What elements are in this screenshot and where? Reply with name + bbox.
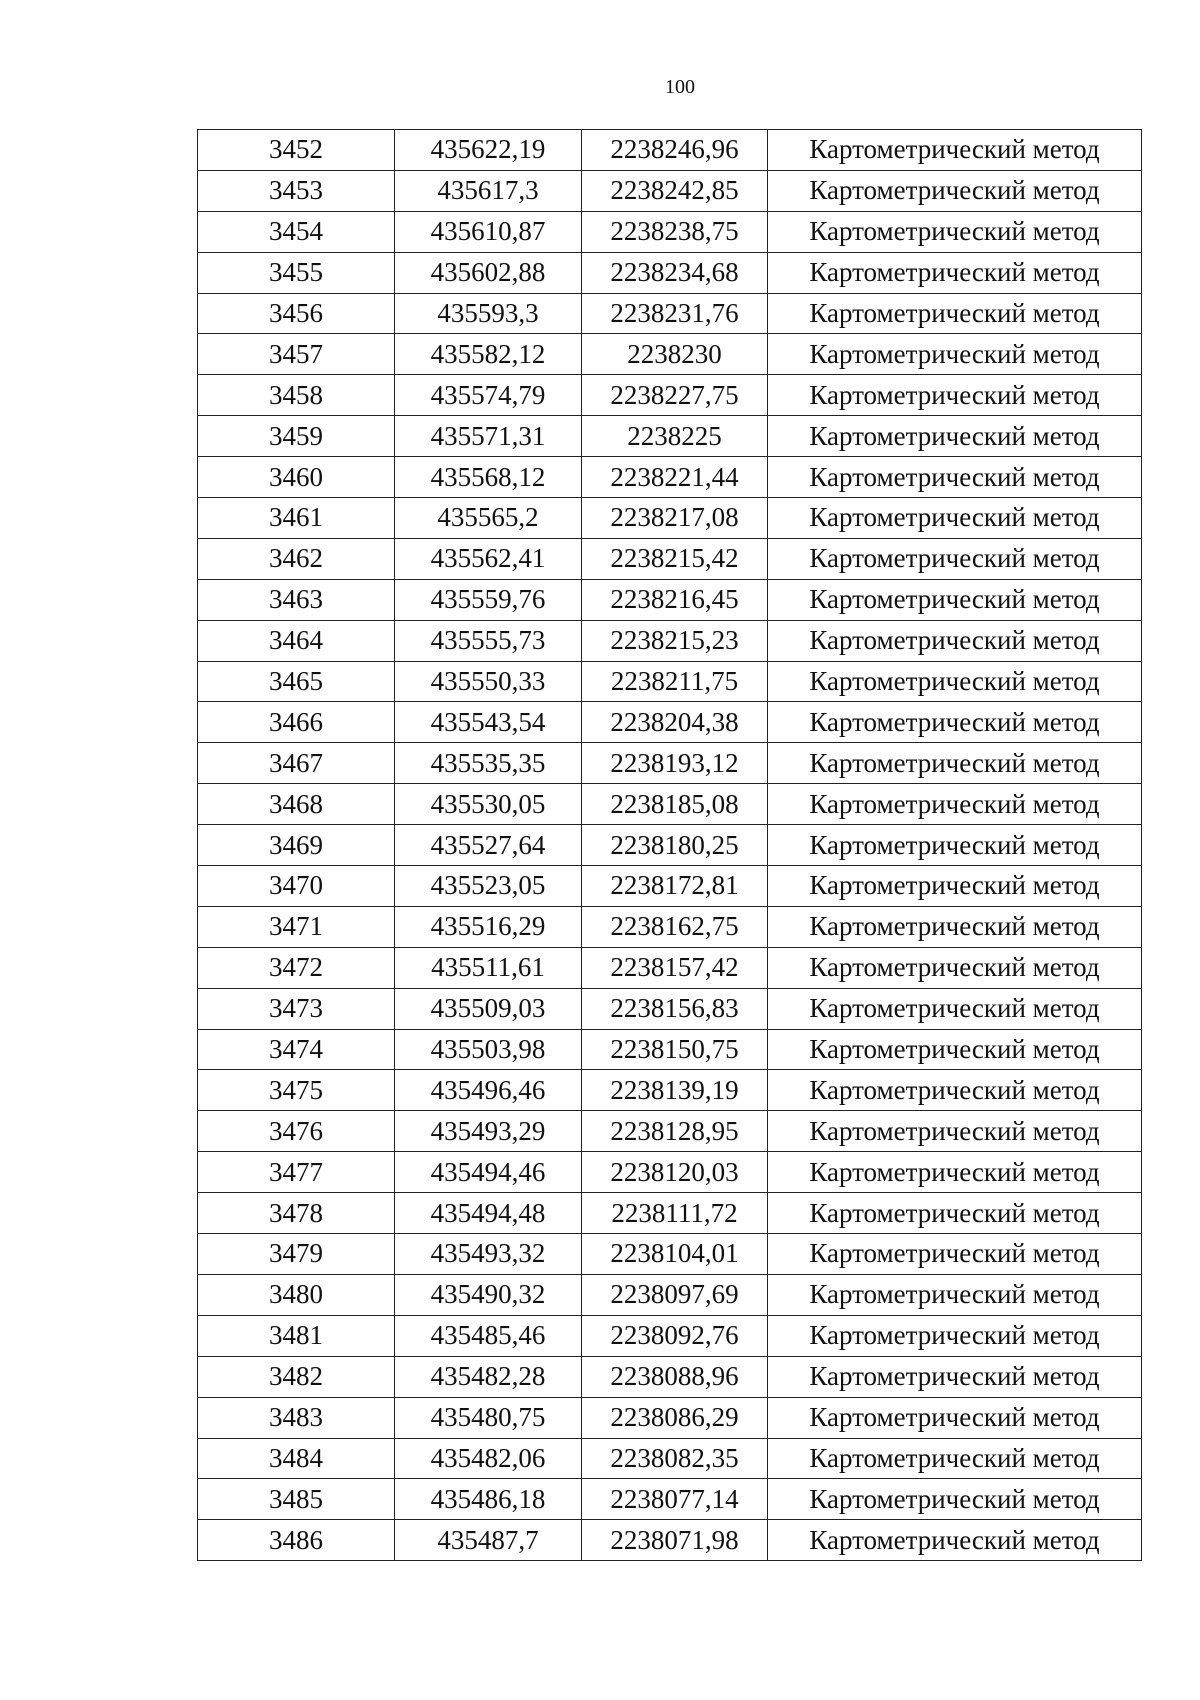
y-coordinate-cell: 2238092,76 — [582, 1315, 768, 1356]
table-row — [198, 661, 1142, 702]
method-cell: Картометрический метод — [768, 1070, 1142, 1111]
table-row — [198, 498, 1142, 539]
point-number-cell: 3480 — [198, 1274, 395, 1315]
y-coordinate-cell: 2238227,75 — [582, 375, 768, 416]
y-coordinate-cell: 2238238,75 — [582, 211, 768, 252]
point-number-cell: 3481 — [198, 1315, 395, 1356]
x-coordinate-cell: 435496,46 — [395, 1070, 582, 1111]
point-number-cell: 3472 — [198, 947, 395, 988]
point-number-cell: 3482 — [198, 1356, 395, 1397]
method-cell: Картометрический метод — [768, 620, 1142, 661]
y-coordinate-cell: 2238246,96 — [582, 130, 768, 171]
method-cell: Картометрический метод — [768, 784, 1142, 825]
y-coordinate-cell: 2238242,85 — [582, 170, 768, 211]
method-cell: Картометрический метод — [768, 498, 1142, 539]
point-number-cell: 3454 — [198, 211, 395, 252]
table-row — [198, 825, 1142, 866]
method-cell: Картометрический метод — [768, 906, 1142, 947]
x-coordinate-cell: 435543,54 — [395, 702, 582, 743]
x-coordinate-cell: 435487,7 — [395, 1520, 582, 1561]
y-coordinate-cell: 2238104,01 — [582, 1234, 768, 1275]
coordinates-table-body — [198, 130, 1142, 1561]
method-cell: Картометрический метод — [768, 457, 1142, 498]
point-number-cell: 3479 — [198, 1234, 395, 1275]
x-coordinate-cell: 435490,32 — [395, 1274, 582, 1315]
point-number-cell: 3474 — [198, 1029, 395, 1070]
x-coordinate-cell: 435493,32 — [395, 1234, 582, 1275]
method-cell: Картометрический метод — [768, 538, 1142, 579]
point-number-cell: 3468 — [198, 784, 395, 825]
table-row — [198, 1356, 1142, 1397]
x-coordinate-cell: 435516,29 — [395, 906, 582, 947]
x-coordinate-cell: 435571,31 — [395, 416, 582, 457]
method-cell: Картометрический метод — [768, 702, 1142, 743]
x-coordinate-cell: 435574,79 — [395, 375, 582, 416]
method-cell: Картометрический метод — [768, 375, 1142, 416]
method-cell: Картометрический метод — [768, 1234, 1142, 1275]
table-row — [198, 743, 1142, 784]
point-number-cell: 3484 — [198, 1438, 395, 1479]
y-coordinate-cell: 2238234,68 — [582, 252, 768, 293]
point-number-cell: 3469 — [198, 825, 395, 866]
table-row — [198, 866, 1142, 907]
method-cell: Картометрический метод — [768, 1479, 1142, 1520]
y-coordinate-cell: 2238120,03 — [582, 1152, 768, 1193]
table-row — [198, 1193, 1142, 1234]
y-coordinate-cell: 2238221,44 — [582, 457, 768, 498]
method-cell: Картометрический метод — [768, 130, 1142, 171]
y-coordinate-cell: 2238180,25 — [582, 825, 768, 866]
x-coordinate-cell: 435485,46 — [395, 1315, 582, 1356]
point-number-cell: 3470 — [198, 866, 395, 907]
point-number-cell: 3478 — [198, 1193, 395, 1234]
method-cell: Картометрический метод — [768, 293, 1142, 334]
y-coordinate-cell: 2238193,12 — [582, 743, 768, 784]
y-coordinate-cell: 2238162,75 — [582, 906, 768, 947]
table-row — [198, 252, 1142, 293]
table-row — [198, 1070, 1142, 1111]
table-row — [198, 1438, 1142, 1479]
table-row — [198, 1029, 1142, 1070]
x-coordinate-cell: 435494,46 — [395, 1152, 582, 1193]
y-coordinate-cell: 2238157,42 — [582, 947, 768, 988]
x-coordinate-cell: 435622,19 — [395, 130, 582, 171]
table-row — [198, 702, 1142, 743]
table-row — [198, 784, 1142, 825]
table-row — [198, 1111, 1142, 1152]
x-coordinate-cell: 435610,87 — [395, 211, 582, 252]
x-coordinate-cell: 435602,88 — [395, 252, 582, 293]
x-coordinate-cell: 435550,33 — [395, 661, 582, 702]
y-coordinate-cell: 2238071,98 — [582, 1520, 768, 1561]
x-coordinate-cell: 435617,3 — [395, 170, 582, 211]
x-coordinate-cell: 435527,64 — [395, 825, 582, 866]
table-row — [198, 1397, 1142, 1438]
table-row — [198, 170, 1142, 211]
method-cell: Картометрический метод — [768, 1193, 1142, 1234]
table-row — [198, 211, 1142, 252]
method-cell: Картометрический метод — [768, 170, 1142, 211]
point-number-cell: 3453 — [198, 170, 395, 211]
method-cell: Картометрический метод — [768, 211, 1142, 252]
x-coordinate-cell: 435511,61 — [395, 947, 582, 988]
point-number-cell: 3457 — [198, 334, 395, 375]
method-cell: Картометрический метод — [768, 1356, 1142, 1397]
y-coordinate-cell: 2238082,35 — [582, 1438, 768, 1479]
table-row — [198, 1479, 1142, 1520]
table-row — [198, 1234, 1142, 1275]
point-number-cell: 3462 — [198, 538, 395, 579]
x-coordinate-cell: 435562,41 — [395, 538, 582, 579]
x-coordinate-cell: 435493,29 — [395, 1111, 582, 1152]
point-number-cell: 3465 — [198, 661, 395, 702]
point-number-cell: 3467 — [198, 743, 395, 784]
point-number-cell: 3463 — [198, 579, 395, 620]
method-cell: Картометрический метод — [768, 1397, 1142, 1438]
table-row — [198, 1152, 1142, 1193]
table-row — [198, 130, 1142, 171]
method-cell: Картометрический метод — [768, 1152, 1142, 1193]
x-coordinate-cell: 435509,03 — [395, 988, 582, 1029]
point-number-cell: 3461 — [198, 498, 395, 539]
y-coordinate-cell: 2238185,08 — [582, 784, 768, 825]
table-row — [198, 375, 1142, 416]
table-row — [198, 620, 1142, 661]
method-cell: Картометрический метод — [768, 579, 1142, 620]
x-coordinate-cell: 435482,06 — [395, 1438, 582, 1479]
point-number-cell: 3485 — [198, 1479, 395, 1520]
y-coordinate-cell: 2238086,29 — [582, 1397, 768, 1438]
y-coordinate-cell: 2238156,83 — [582, 988, 768, 1029]
y-coordinate-cell: 2238204,38 — [582, 702, 768, 743]
method-cell: Картометрический метод — [768, 1315, 1142, 1356]
method-cell: Картометрический метод — [768, 743, 1142, 784]
method-cell: Картометрический метод — [768, 947, 1142, 988]
y-coordinate-cell: 2238077,14 — [582, 1479, 768, 1520]
method-cell: Картометрический метод — [768, 866, 1142, 907]
table-row — [198, 906, 1142, 947]
point-number-cell: 3452 — [198, 130, 395, 171]
x-coordinate-cell: 435568,12 — [395, 457, 582, 498]
table-row — [198, 1520, 1142, 1561]
x-coordinate-cell: 435582,12 — [395, 334, 582, 375]
table-row — [198, 334, 1142, 375]
method-cell: Картометрический метод — [768, 1274, 1142, 1315]
x-coordinate-cell: 435494,48 — [395, 1193, 582, 1234]
table-row — [198, 457, 1142, 498]
y-coordinate-cell: 2238150,75 — [582, 1029, 768, 1070]
y-coordinate-cell: 2238097,69 — [582, 1274, 768, 1315]
table-row — [198, 1274, 1142, 1315]
point-number-cell: 3466 — [198, 702, 395, 743]
x-coordinate-cell: 435535,35 — [395, 743, 582, 784]
x-coordinate-cell: 435480,75 — [395, 1397, 582, 1438]
y-coordinate-cell: 2238172,81 — [582, 866, 768, 907]
table-row — [198, 416, 1142, 457]
point-number-cell: 3477 — [198, 1152, 395, 1193]
point-number-cell: 3460 — [198, 457, 395, 498]
y-coordinate-cell: 2238216,45 — [582, 579, 768, 620]
method-cell: Картометрический метод — [768, 1029, 1142, 1070]
y-coordinate-cell: 2238111,72 — [582, 1193, 768, 1234]
x-coordinate-cell: 435593,3 — [395, 293, 582, 334]
point-number-cell: 3476 — [198, 1111, 395, 1152]
point-number-cell: 3475 — [198, 1070, 395, 1111]
point-number-cell: 3483 — [198, 1397, 395, 1438]
y-coordinate-cell: 2238139,19 — [582, 1070, 768, 1111]
point-number-cell: 3459 — [198, 416, 395, 457]
y-coordinate-cell: 2238215,42 — [582, 538, 768, 579]
table-row — [198, 579, 1142, 620]
method-cell: Картометрический метод — [768, 825, 1142, 866]
table-row — [198, 538, 1142, 579]
y-coordinate-cell: 2238225 — [582, 416, 768, 457]
x-coordinate-cell: 435555,73 — [395, 620, 582, 661]
method-cell: Картометрический метод — [768, 1438, 1142, 1479]
y-coordinate-cell: 2238231,76 — [582, 293, 768, 334]
point-number-cell: 3486 — [198, 1520, 395, 1561]
x-coordinate-cell: 435482,28 — [395, 1356, 582, 1397]
page-number: 100 — [665, 76, 695, 98]
y-coordinate-cell: 2238211,75 — [582, 661, 768, 702]
method-cell: Картометрический метод — [768, 1520, 1142, 1561]
y-coordinate-cell: 2238215,23 — [582, 620, 768, 661]
y-coordinate-cell: 2238128,95 — [582, 1111, 768, 1152]
point-number-cell: 3473 — [198, 988, 395, 1029]
point-number-cell: 3464 — [198, 620, 395, 661]
x-coordinate-cell: 435523,05 — [395, 866, 582, 907]
point-number-cell: 3456 — [198, 293, 395, 334]
table-row — [198, 293, 1142, 334]
method-cell: Картометрический метод — [768, 334, 1142, 375]
table-row — [198, 1315, 1142, 1356]
x-coordinate-cell: 435530,05 — [395, 784, 582, 825]
table-row — [198, 947, 1142, 988]
x-coordinate-cell: 435565,2 — [395, 498, 582, 539]
x-coordinate-cell: 435503,98 — [395, 1029, 582, 1070]
method-cell: Картометрический метод — [768, 988, 1142, 1029]
y-coordinate-cell: 2238230 — [582, 334, 768, 375]
point-number-cell: 3455 — [198, 252, 395, 293]
y-coordinate-cell: 2238088,96 — [582, 1356, 768, 1397]
method-cell: Картометрический метод — [768, 1111, 1142, 1152]
table-row — [198, 988, 1142, 1029]
x-coordinate-cell: 435486,18 — [395, 1479, 582, 1520]
method-cell: Картометрический метод — [768, 252, 1142, 293]
x-coordinate-cell: 435559,76 — [395, 579, 582, 620]
coordinates-table — [197, 129, 1142, 1561]
method-cell: Картометрический метод — [768, 661, 1142, 702]
method-cell: Картометрический метод — [768, 416, 1142, 457]
point-number-cell: 3458 — [198, 375, 395, 416]
point-number-cell: 3471 — [198, 906, 395, 947]
y-coordinate-cell: 2238217,08 — [582, 498, 768, 539]
